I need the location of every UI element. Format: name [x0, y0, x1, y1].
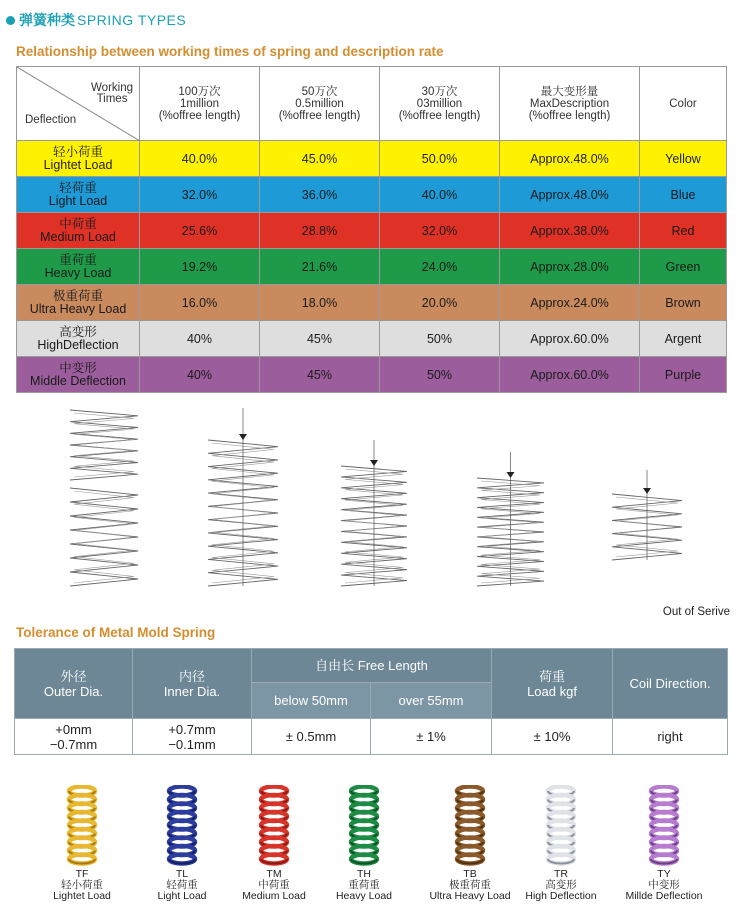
col-header-05m: 50万次 0.5million (%offree length) [260, 67, 380, 141]
working-times-label: Working Times [91, 82, 133, 105]
spring-compressed-05m [341, 440, 407, 586]
color-name-cell: Red [640, 213, 727, 249]
coil-spring-icon [445, 785, 495, 869]
coil-spring-icon [639, 785, 689, 869]
table-row [17, 141, 727, 177]
deflection-label: Deflection [25, 114, 77, 126]
value-05m-cell: 21.6% [260, 249, 380, 285]
value-03m-cell: 24.0% [380, 249, 500, 285]
spring-cn-label: 中荷重 [258, 879, 290, 891]
corner-header-cell [17, 67, 140, 141]
table-header-row [17, 67, 727, 141]
outer-dia-value: +0mm −0.7mm [15, 719, 133, 755]
max-description-cell: Approx.24.0% [500, 285, 640, 321]
max-description-cell: Approx.38.0% [500, 213, 640, 249]
spring-free-length-upper [70, 410, 138, 480]
working-times-table [16, 66, 727, 393]
max-description-cell: Approx.60.0% [500, 321, 640, 357]
spring-photo-tf [32, 785, 132, 902]
load-value: ± 10% [492, 719, 613, 755]
value-05m-cell: 45% [260, 357, 380, 393]
value-03m-cell: 40.0% [380, 177, 500, 213]
spring-en-label: Heavy Load [335, 890, 393, 902]
coil-spring-icon [536, 785, 586, 869]
tolerance-title: Tolerance of Metal Mold Spring [16, 625, 216, 640]
spring-en-label: Ultra Heavy Load [429, 890, 511, 902]
color-name-cell: Purple [640, 357, 727, 393]
over-55mm-value: ± 1% [371, 719, 492, 755]
spring-free-length-lower [70, 488, 138, 586]
inner-dia-value: +0.7mm −0.1mm [133, 719, 252, 755]
bullet-dot-icon [6, 16, 15, 25]
col-header-max: 最大变形量 MaxDescription (%offree length) [500, 67, 640, 141]
value-05m-cell: 28.8% [260, 213, 380, 249]
value-1m-cell: 40.0% [140, 141, 260, 177]
value-03m-cell: 32.0% [380, 213, 500, 249]
spring-compressed-1m [208, 408, 278, 586]
out-of-service-label: Out of Serive [662, 606, 730, 618]
spring-en-label: Light Load [157, 890, 207, 902]
max-description-cell: Approx.60.0% [500, 357, 640, 393]
spring-photo-tb [420, 785, 520, 902]
outer-dia-header: 外径 Outer Dia. [15, 649, 133, 719]
spring-photo-tr [511, 785, 611, 902]
spring-cn-label: 重荷重 [348, 879, 380, 891]
spring-cn-label: 极重荷重 [449, 879, 491, 891]
header-cn-title: 弹簧种类 [19, 12, 75, 28]
spring-cn-label: 高变形 [545, 879, 577, 891]
spring-en-label: High Deflection [525, 890, 597, 902]
max-description-cell: Approx.48.0% [500, 177, 640, 213]
value-1m-cell: 40% [140, 321, 260, 357]
spring-code: TR [554, 868, 568, 880]
col-header-1m: 100万次 1million (%offree length) [140, 67, 260, 141]
tolerance-table [14, 648, 728, 755]
value-1m-cell: 32.0% [140, 177, 260, 213]
load-type-cell: 高变形 HighDeflection [17, 321, 140, 357]
load-type-cell: 重荷重 Heavy Load [17, 249, 140, 285]
value-05m-cell: 45.0% [260, 141, 380, 177]
free-length-header: 自由长 Free Length [252, 649, 492, 683]
spring-photo-tl [132, 785, 232, 902]
col-header-03m: 30万次 03million (%offree length) [380, 67, 500, 141]
spring-cn-label: 轻小荷重 [61, 879, 103, 891]
value-03m-cell: 50% [380, 321, 500, 357]
spring-code: TF [75, 868, 89, 880]
table-row [17, 285, 727, 321]
spring-out-of-service [612, 470, 682, 560]
spring-photo-tm [224, 785, 324, 902]
coil-spring-icon [157, 785, 207, 869]
color-name-cell: Green [640, 249, 727, 285]
value-1m-cell: 40% [140, 357, 260, 393]
value-1m-cell: 19.2% [140, 249, 260, 285]
table-row [17, 213, 727, 249]
load-type-cell: 轻荷重 Light Load [17, 177, 140, 213]
header-en-title: SPRING TYPES [77, 12, 187, 28]
color-name-cell: Blue [640, 177, 727, 213]
spring-compression-diagram [0, 400, 750, 620]
spring-en-label: Millde Deflection [625, 890, 703, 902]
spring-code: TL [175, 868, 189, 880]
table-row [17, 321, 727, 357]
color-name-cell: Brown [640, 285, 727, 321]
value-03m-cell: 20.0% [380, 285, 500, 321]
spring-photos-row [14, 785, 727, 910]
load-type-cell: 轻小荷重 Lightet Load [17, 141, 140, 177]
spring-en-label: Medium Load [242, 890, 306, 902]
load-type-cell: 极重荷重 Ultra Heavy Load [17, 285, 140, 321]
spring-code: TH [357, 868, 371, 880]
spring-code: TY [657, 868, 671, 880]
table-row [17, 177, 727, 213]
value-03m-cell: 50.0% [380, 141, 500, 177]
max-description-cell: Approx.28.0% [500, 249, 640, 285]
table-row [17, 357, 727, 393]
over-55mm-header: over 55mm [371, 683, 492, 719]
spring-cn-label: 轻荷重 [166, 879, 198, 891]
value-1m-cell: 16.0% [140, 285, 260, 321]
working-times-title: Relationship between working times of spring and description rate [16, 44, 444, 59]
value-1m-cell: 25.6% [140, 213, 260, 249]
spring-photo-ty [614, 785, 714, 902]
spring-code: TB [463, 868, 477, 880]
load-type-cell: 中荷重 Medium Load [17, 213, 140, 249]
color-name-cell: Argent [640, 321, 727, 357]
coil-spring-icon [249, 785, 299, 869]
spring-en-label: Lightet Load [53, 890, 111, 902]
spring-cn-label: 中变形 [648, 879, 680, 891]
col-header-color: Color [640, 67, 727, 141]
max-description-cell: Approx.48.0% [500, 141, 640, 177]
value-05m-cell: 45% [260, 321, 380, 357]
spring-compressed-03m [477, 452, 544, 586]
below-50mm-header: below 50mm [252, 683, 371, 719]
load-type-cell: 中变形 Middle Deflection [17, 357, 140, 393]
coil-spring-icon [339, 785, 389, 869]
spring-photo-th [314, 785, 414, 902]
inner-dia-header: 内径 Inner Dia. [133, 649, 252, 719]
value-05m-cell: 36.0% [260, 177, 380, 213]
value-03m-cell: 50% [380, 357, 500, 393]
below-50mm-value: ± 0.5mm [252, 719, 371, 755]
coil-direction-header: Coil Direction. [613, 649, 728, 719]
tolerance-values-row [15, 719, 728, 755]
load-header: 荷重 Load kgf [492, 649, 613, 719]
coil-spring-icon [57, 785, 107, 869]
value-05m-cell: 18.0% [260, 285, 380, 321]
spring-code: TM [266, 868, 282, 880]
table-row [17, 249, 727, 285]
color-name-cell: Yellow [640, 141, 727, 177]
coil-direction-value: right [613, 719, 728, 755]
section-header [6, 10, 186, 30]
